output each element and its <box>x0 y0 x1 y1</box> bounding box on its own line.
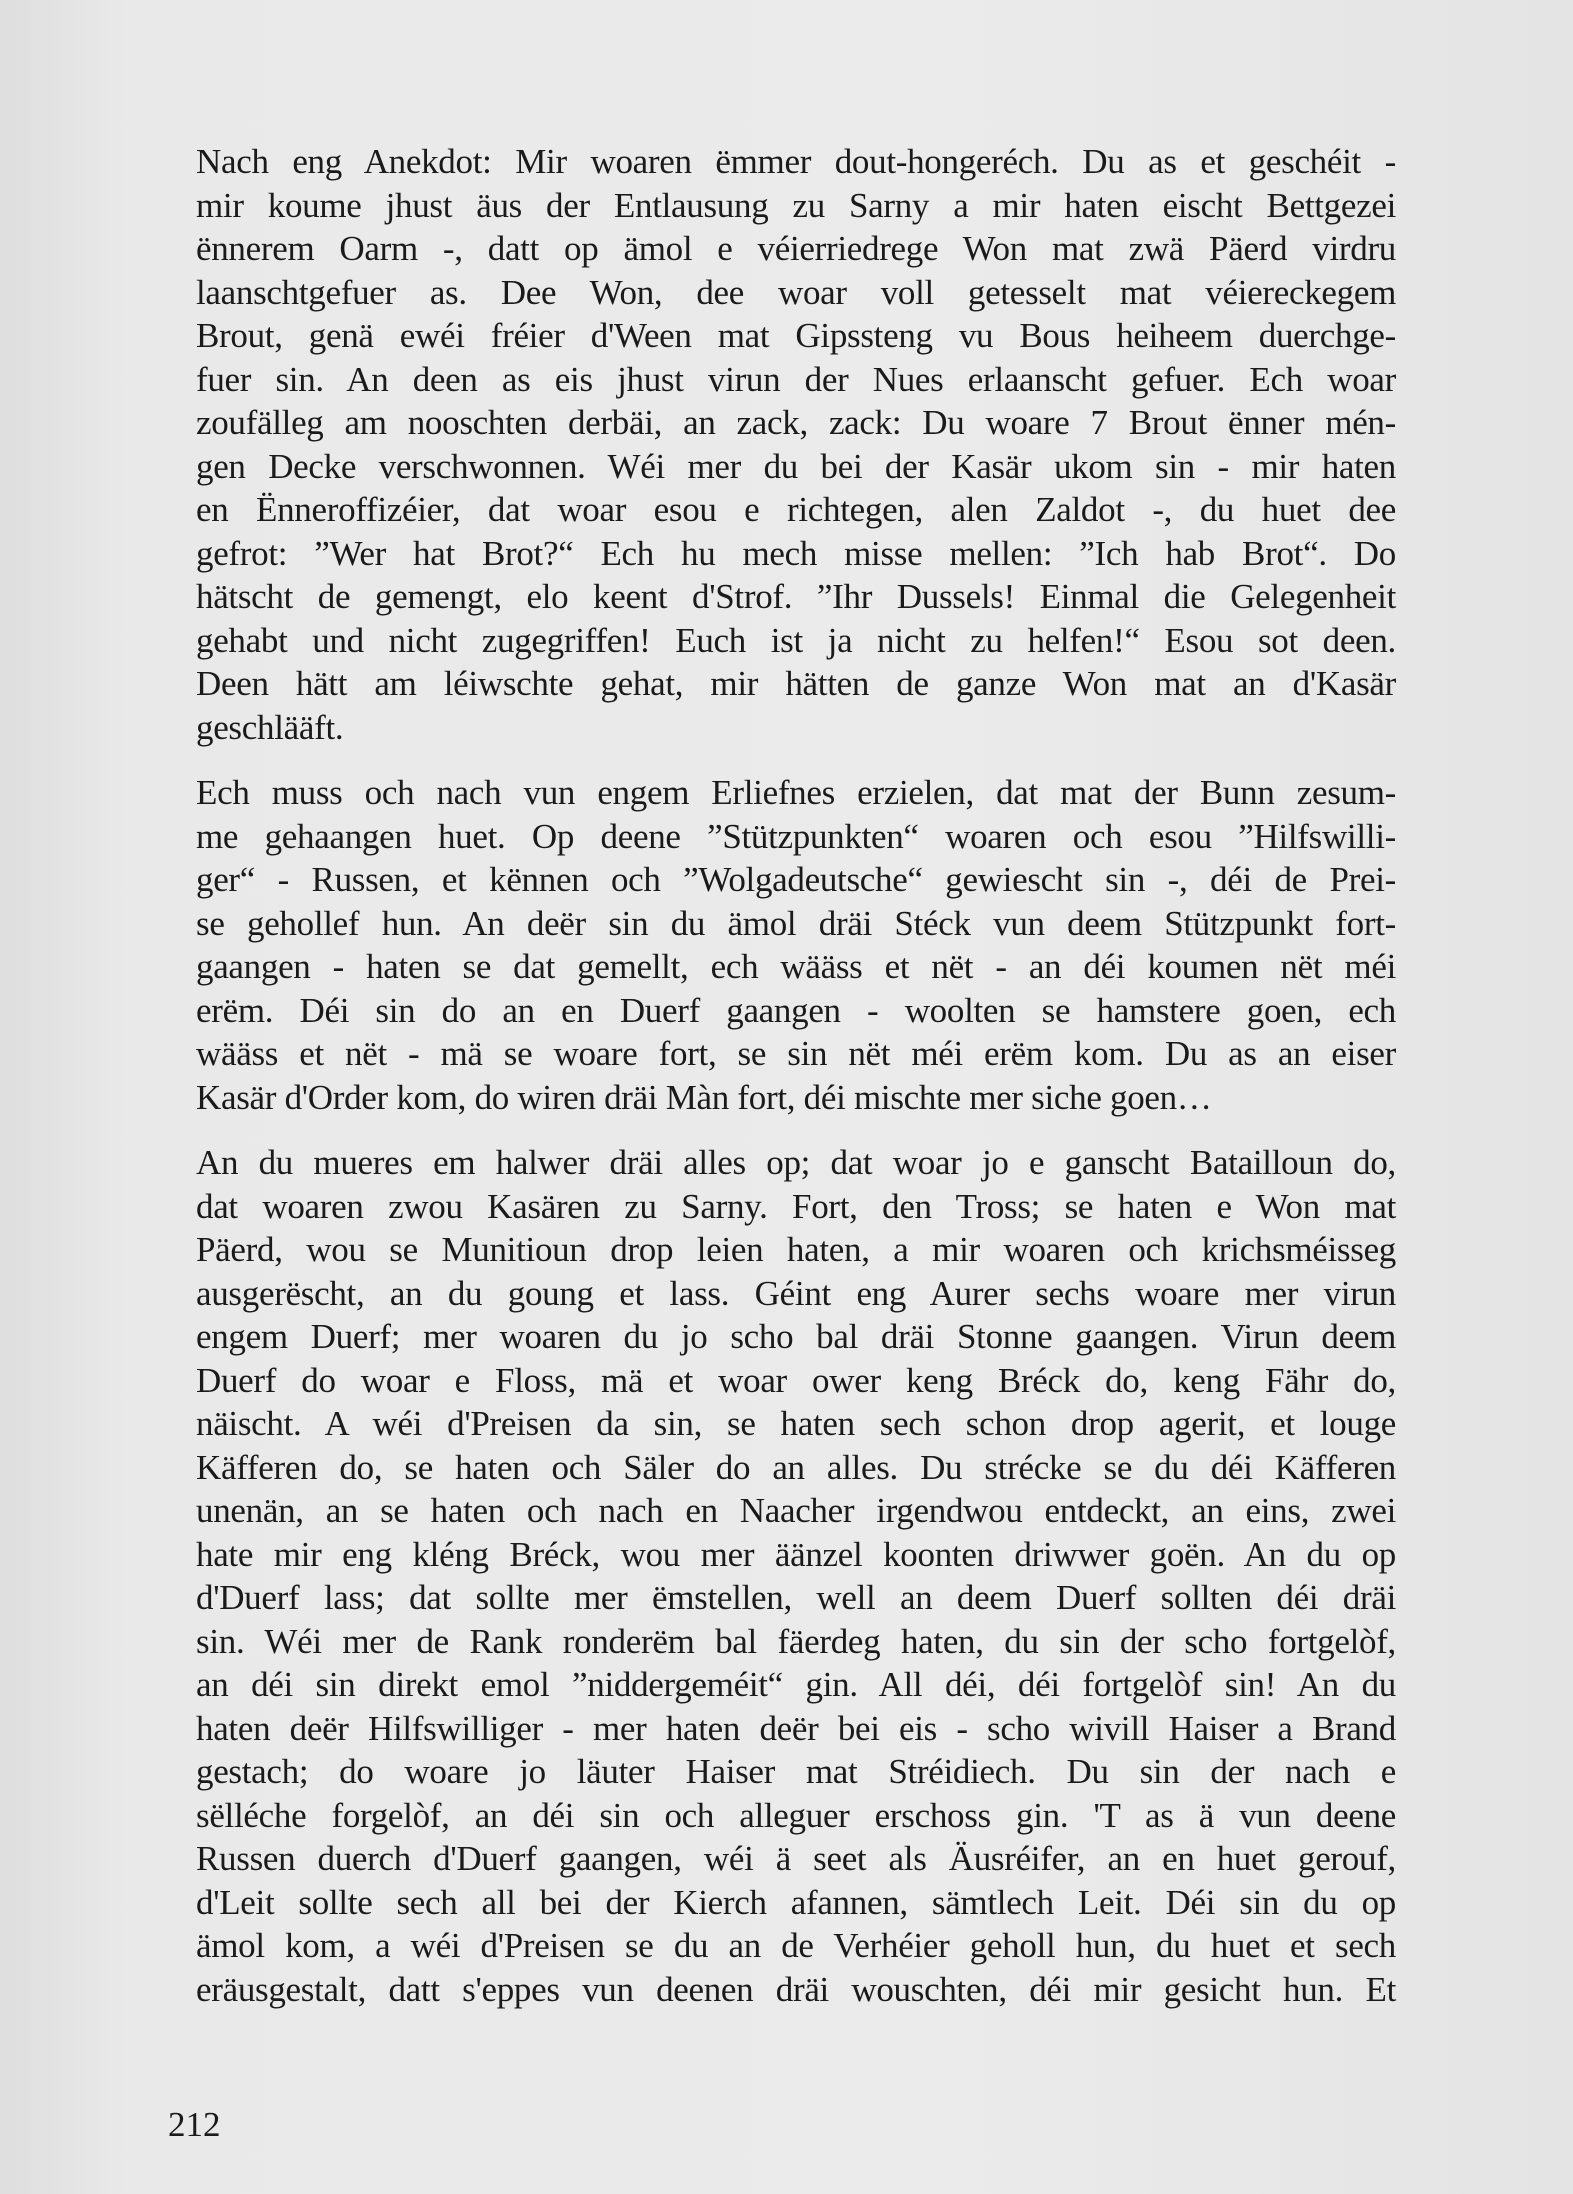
text-line: d'Leit sollte sech all bei der Kierch afannen, sämtlech Leit. Déi sin du op <box>196 1882 1396 1922</box>
text-line: gefrot: ”Wer hat Brot?“ Ech hu mech misse mellen: ”Ich hab Brot“. Do <box>196 533 1396 573</box>
text-line: dat woaren zwou Kasären zu Sarny. Fort, den Tross; se haten e Won mat <box>196 1186 1396 1226</box>
text-line: sëlléche forgelòf, an déi sin och alleguer erschoss gin. 'T as ä vun deene <box>196 1795 1396 1835</box>
text-line: Ech muss och nach vun engem Erliefnes erzielen, dat mat der Bunn zesum- <box>196 773 1396 812</box>
text-line: Deen hätt am léiwschte gehat, mir hätten de ganze Won mat an d'Kasär <box>196 664 1396 703</box>
text-line: Käfferen do, se haten och Säler do an alles. Du strécke se du déi Käfferen <box>196 1447 1396 1487</box>
text-line: gen Decke verschwonnen. Wéi mer du bei der Kasär ukom sin - mir haten <box>196 446 1396 486</box>
text-line: unenän, an se haten och nach en Naacher irgendwou entdeckt, an eins, zwei <box>196 1491 1396 1530</box>
text-line: d'Duerf lass; dat sollte mer ëmstellen, well an deem Duerf sollten déi dräi <box>196 1578 1396 1617</box>
text-line: mir koume jhust äus der Entlausung zu Sarny a mir haten eischt Bettgezei <box>196 185 1396 225</box>
paragraph <box>196 1141 1396 2011</box>
text-line: Duerf do woar e Floss, mä et woar ower keng Bréck do, keng Fähr do, <box>196 1360 1396 1400</box>
text-line: laanschtgefuer as. Dee Won, dee woar voll getesselt mat véiereckegem <box>196 272 1396 312</box>
paragraph <box>196 771 1396 1119</box>
text-line: ausgerëscht, an du goung et lass. Géint eng Aurer sechs woare mer virun <box>196 1273 1396 1313</box>
text-line: sin. Wéi mer de Rank ronderëm bal fäerdeg haten, du sin der scho fortgelòf, <box>196 1621 1396 1661</box>
text-line: eräusgestalt, datt s'eppes vun deenen dräi wouschten, déi mir gesicht hun. Et <box>196 1969 1396 2009</box>
text-line: ënnerem Oarm -, datt op ämol e véierriedrege Won mat zwä Päerd virdru <box>196 229 1396 268</box>
text-line: Nach eng Anekdot: Mir woaren ëmmer dout-hongeréch. Du as et geschéit - <box>196 142 1396 181</box>
text-line: gaangen - haten se dat gemellt, ech wääss et nët - an déi koumen nët méi <box>196 947 1396 986</box>
text-line: engem Duerf; mer woaren du jo scho bal dräi Stonne gaangen. Virun deem <box>196 1317 1396 1356</box>
text-line: ämol kom, a wéi d'Preisen se du an de Verhéier geholl hun, du huet et sech <box>196 1926 1396 1965</box>
text-line: geschlääft. <box>196 707 344 747</box>
text-line: näischt. A wéi d'Preisen da sin, se haten sech schon drop agerit, et louge <box>196 1404 1396 1443</box>
text-line: gehabt und nicht zugegriffen! Euch ist ja nicht zu helfen!“ Esou sot deen. <box>196 620 1396 660</box>
text-line: ger“ - Russen, et kënnen och ”Wolgadeutsche“ gewiescht sin -, déi de Prei- <box>196 860 1396 899</box>
text-line: Russen duerch d'Duerf gaangen, wéi ä seet als Äusréifer, an en huet gerouf, <box>196 1839 1396 1878</box>
text-line: en Ënneroffizéier, dat woar esou e richtegen, alen Zaldot -, du huet dee <box>196 490 1396 529</box>
text-line: An du mueres em halwer dräi alles op; dat woar jo e ganscht Batailloun do, <box>196 1143 1396 1182</box>
text-line: zoufälleg am nooschten derbäi, an zack, zack: Du woare 7 Brout ënner mén- <box>196 403 1396 442</box>
text-line: erëm. Déi sin do an en Duerf gaangen - woolten se hamstere goen, ech <box>196 990 1396 1030</box>
text-line: an déi sin direkt emol ”niddergeméit“ gin. All déi, déi fortgelòf sin! An du <box>196 1665 1396 1704</box>
text-line: Kasär d'Order kom, do wiren dräi Màn fort, déi mischte mer siche goen… <box>196 1077 1212 1117</box>
text-line: fuer sin. An deen as eis jhust virun der Nues erlaanscht gefuer. Ech woar <box>196 359 1396 399</box>
body-text <box>196 140 1396 2033</box>
text-line: Brout, genä ewéi fréier d'Ween mat Gipssteng vu Bous heiheem duerchge- <box>196 316 1396 355</box>
text-line: gestach; do woare jo läuter Haiser mat Stréidiech. Du sin der nach e <box>196 1752 1396 1791</box>
page-number: 212 <box>168 2105 221 2144</box>
text-line: me gehaangen huet. Op deene ”Stützpunkten“ woaren och esou ”Hilfswilli- <box>196 816 1396 856</box>
text-line: wääss et nët - mä se woare fort, se sin nët méi erëm kom. Du as an eiser <box>196 1034 1396 1073</box>
text-line: haten deër Hilfswilliger - mer haten deër bei eis - scho wivill Haiser a Brand <box>196 1708 1396 1748</box>
text-line: se gehollef hun. An deër sin du ämol dräi Stéck vun deem Stützpunkt fort- <box>196 903 1396 943</box>
paragraph <box>196 140 1396 749</box>
text-line: hätscht de gemengt, elo keent d'Strof. ”Ihr Dussels! Einmal die Gelegenheit <box>196 577 1396 616</box>
text-line: hate mir eng kléng Bréck, wou mer äänzel koonten driwwer goën. An du op <box>196 1534 1396 1574</box>
text-line: Päerd, wou se Munitioun drop leien haten, a mir woaren och krichsméisseg <box>196 1230 1396 1269</box>
